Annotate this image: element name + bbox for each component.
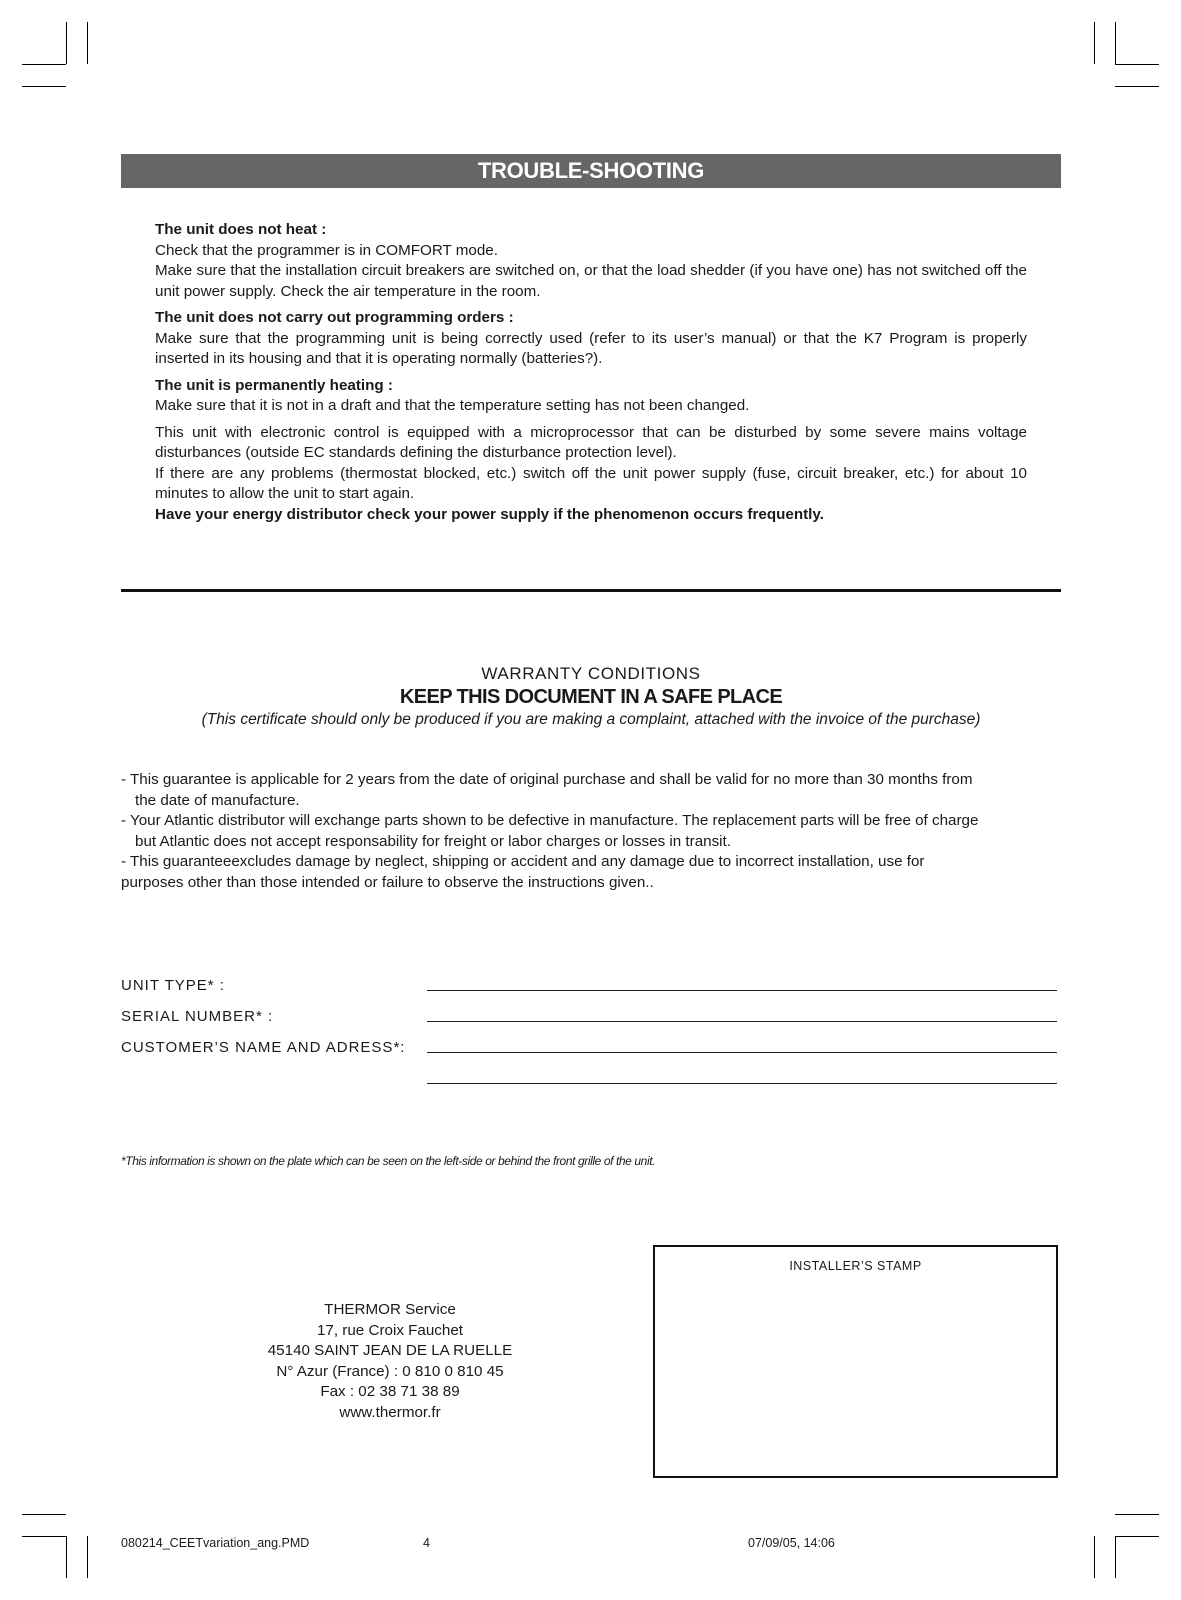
crop-mark	[1115, 64, 1159, 65]
crop-mark	[1115, 22, 1116, 64]
crop-mark	[22, 1536, 66, 1537]
crop-mark	[87, 22, 88, 64]
list-item: the date of manufacture.	[135, 791, 300, 809]
crop-mark	[1094, 22, 1095, 64]
section-heading: The unit is permanently heating :	[155, 376, 393, 394]
list-item: - Your Atlantic distributor will exchange parts shown to be defective in manufacture. The replacement parts will be free of charge	[121, 812, 979, 829]
crop-mark	[66, 1536, 67, 1578]
section-divider	[121, 589, 1061, 592]
address-line: 45140 SAINT JEAN DE LA RUELLE	[267, 1342, 513, 1359]
list-item: but Atlantic does not accept responsability for freight or labor charges or losses in transit.	[135, 832, 731, 850]
warranty-heading: WARRANTY CONDITIONS	[481, 664, 701, 683]
footer-page-number: 4	[423, 1536, 430, 1550]
paragraph: Make sure that the programming unit is being correctly used (refer to its user’s manual) or that the K7 Program is properly inserted in its housing and that it is operating normally (batteries?).	[155, 329, 1027, 367]
customer-name-label: CUSTOMER’S NAME AND ADRESS*:	[121, 1039, 406, 1056]
crop-mark	[22, 1514, 66, 1515]
installer-stamp-box	[653, 1245, 1058, 1478]
section-heading: The unit does not heat :	[155, 221, 327, 238]
paragraph: If there are any problems (thermostat blocked, etc.) switch off the unit power supply (fuse, circuit breaker, etc.) for about 10 minutes to allow the unit to start again.	[155, 464, 1027, 502]
customer-address-field[interactable]	[427, 1083, 1057, 1084]
crop-mark	[1115, 1536, 1159, 1537]
serial-number-label: SERIAL NUMBER* :	[121, 1008, 274, 1025]
paragraph: This unit with electronic control is equipped with a microprocessor that can be disturbed by some severe mains voltage disturbances (outside EC standards defining the disturbance protection level).	[155, 423, 1027, 461]
section-heading: The unit does not carry out programming orders :	[155, 309, 514, 326]
installer-stamp-label: INSTALLER’S STAMP	[789, 1259, 922, 1273]
list-item: - This guarantee is applicable for 2 years from the date of original purchase and shall be valid for no more than 30 months from	[121, 771, 973, 788]
paragraph: Check that the programmer is in COMFORT mode.	[155, 241, 498, 259]
website-link[interactable]: www.thermor.fr	[339, 1403, 441, 1421]
footnote: *This information is shown on the plate which can be seen on the left-side or behind the front grille of the unit.	[121, 1154, 656, 1168]
crop-mark	[1115, 86, 1159, 87]
list-item: purposes other than those intended or failure to observe the instructions given..	[121, 873, 654, 891]
footer-date: 07/09/05, 14:06	[748, 1536, 835, 1550]
troubleshooting-title: TROUBLE-SHOOTING	[121, 154, 1061, 188]
serial-number-field[interactable]	[427, 1021, 1057, 1022]
list-item: - This guaranteeexcludes damage by neglect, shipping or accident and any damage due to incorrect installation, use for	[121, 853, 925, 870]
warranty-conditions-list	[121, 770, 1061, 893]
address-line: N° Azur (France) : 0 810 0 810 45	[276, 1362, 504, 1380]
address-line: 17, rue Croix Fauchet	[316, 1321, 464, 1339]
unit-type-field[interactable]	[427, 990, 1057, 991]
paragraph: Make sure that the installation circuit breakers are switched on, or that the load shedder (if you have one) has not switched off the unit power supply. Check the air temperature in the room.	[155, 262, 1027, 300]
warranty-title: KEEP THIS DOCUMENT IN A SAFE PLACE	[399, 686, 783, 708]
paragraph: Make sure that it is not in a draft and that the temperature setting has not been changed.	[155, 397, 750, 414]
address-line: THERMOR Service	[324, 1301, 456, 1318]
footer-filename: 080214_CEETvariation_ang.PMD	[121, 1536, 310, 1550]
warning-text: Have your energy distributor check your power supply if the phenomenon occurs frequently.	[155, 505, 824, 523]
address-line: Fax : 02 38 71 38 89	[320, 1383, 460, 1400]
unit-type-label: UNIT TYPE* :	[121, 977, 225, 994]
troubleshooting-body	[155, 220, 1027, 525]
service-address	[240, 1300, 540, 1423]
crop-mark	[22, 64, 66, 65]
crop-mark	[87, 1536, 88, 1578]
warranty-subtitle: (This certificate should only be produced if you are making a complaint, attached with the invoice of the purchase)	[201, 711, 981, 728]
crop-mark	[22, 86, 66, 87]
crop-mark	[66, 22, 67, 64]
crop-mark	[1115, 1536, 1116, 1578]
crop-mark	[1094, 1536, 1095, 1578]
customer-name-field[interactable]	[427, 1052, 1057, 1053]
crop-mark	[1115, 1514, 1159, 1515]
